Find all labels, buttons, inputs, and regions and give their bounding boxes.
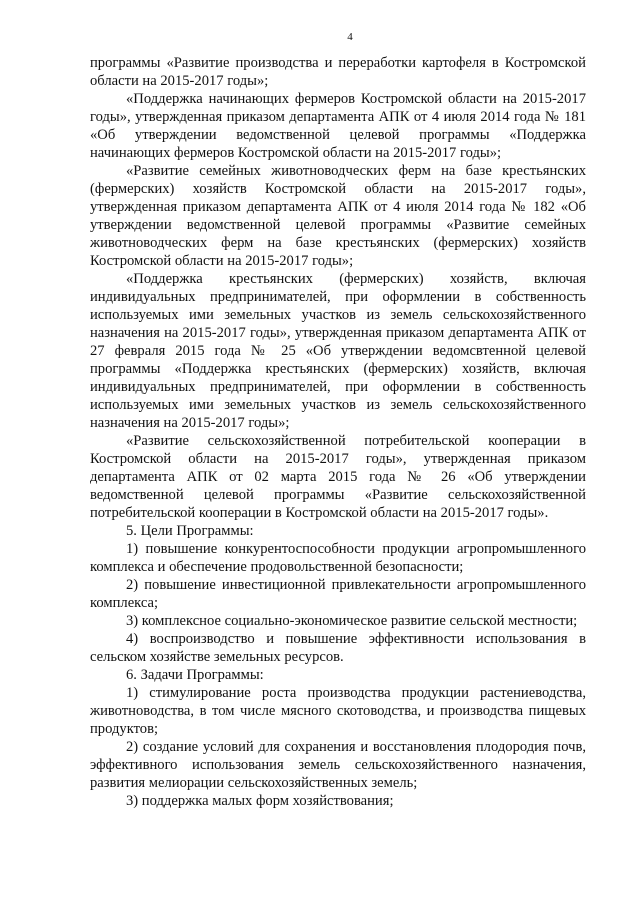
page-number: 4 bbox=[347, 31, 353, 43]
paragraph: «Развитие сельскохозяйственной потребительской кооперации в Костромской области на 2015-2017 годы», утвержденная приказом департамента АПК от 02 марта 2015 года № 26 «Об утверждении ведомственной целевой программы «Развитие сельскохозяйственной потребительской кооперации в Костромской области на 2015-2017 годы». bbox=[90, 433, 586, 521]
paragraph: 4) воспроизводство и повышение эффективности использования в сельском хозяйстве земельных ресурсов. bbox=[90, 631, 586, 665]
paragraph: «Поддержка крестьянских (фермерских) хозяйств, включая индивидуальных предпринимателей, при оформлении в собственность используемых ими земельных участков из земель сельскохозяйственного назначения на 2015-2017 годы», утвержденная приказом департамента АПК от 27 февраля 2015 года № 25 «Об утверждении ведомсвтенной целевой программы «Поддержка крестьянских (фермерских) хозяйств, включая индивидуальных предпринимателей, при оформлении в собственность используемых ими земельных участков из земель сельскохозяйственного назначения на 2015-2017 годы»; bbox=[90, 271, 586, 431]
section-heading: 3) поддержка малых форм хозяйствования; bbox=[126, 793, 394, 809]
paragraph: 1) повышение конкурентоспособности продукции агропромышленного комплекса и обеспечение продовольственной безопасности; bbox=[90, 541, 586, 575]
paragraph: 2) создание условий для сохранения и восстановления плодородия почв, эффективного использования земель сельскохозяйственного назначения, развития мелиорации сельскохозяйственных земель; bbox=[90, 739, 586, 791]
document-body bbox=[90, 54, 586, 810]
paragraph: 2) повышение инвестиционной привлекательности агропромышленного комплекса; bbox=[90, 577, 586, 611]
section-heading: 6. Задачи Программы: bbox=[126, 667, 264, 683]
section-heading: 5. Цели Программы: bbox=[126, 523, 254, 539]
paragraph: «Развитие семейных животноводческих ферм на базе крестьянских (фермерских) хозяйств Костромской области на 2015-2017 годы», утвержденная приказом департамента АПК от 4 июля 2014 года № 182 «Об утверждении ведомственной целевой программы «Развитие семейных животноводческих ферм на базе крестьянских (фермерских) хозяйств Костромской области на 2015-2017 годы»; bbox=[90, 163, 586, 269]
paragraph: программы «Развитие производства и переработки картофеля в Костромской области на 2015-2017 годы»; bbox=[90, 55, 586, 89]
paragraph: «Поддержка начинающих фермеров Костромской области на 2015-2017 годы», утвержденная приказом департамента АПК от 4 июля 2014 года № 181 «Об утверждении ведомственной целевой программы «Поддержка начинающих фермеров Костромской области на 2015-2017 годы»; bbox=[90, 91, 586, 161]
paragraph: 1) стимулирование роста производства продукции растениеводства, животноводства, в том числе мясного скотоводства, и производства пищевых продуктов; bbox=[90, 685, 586, 737]
paragraph: 3) комплексное социально-экономическое развитие сельской местности; bbox=[126, 613, 578, 629]
